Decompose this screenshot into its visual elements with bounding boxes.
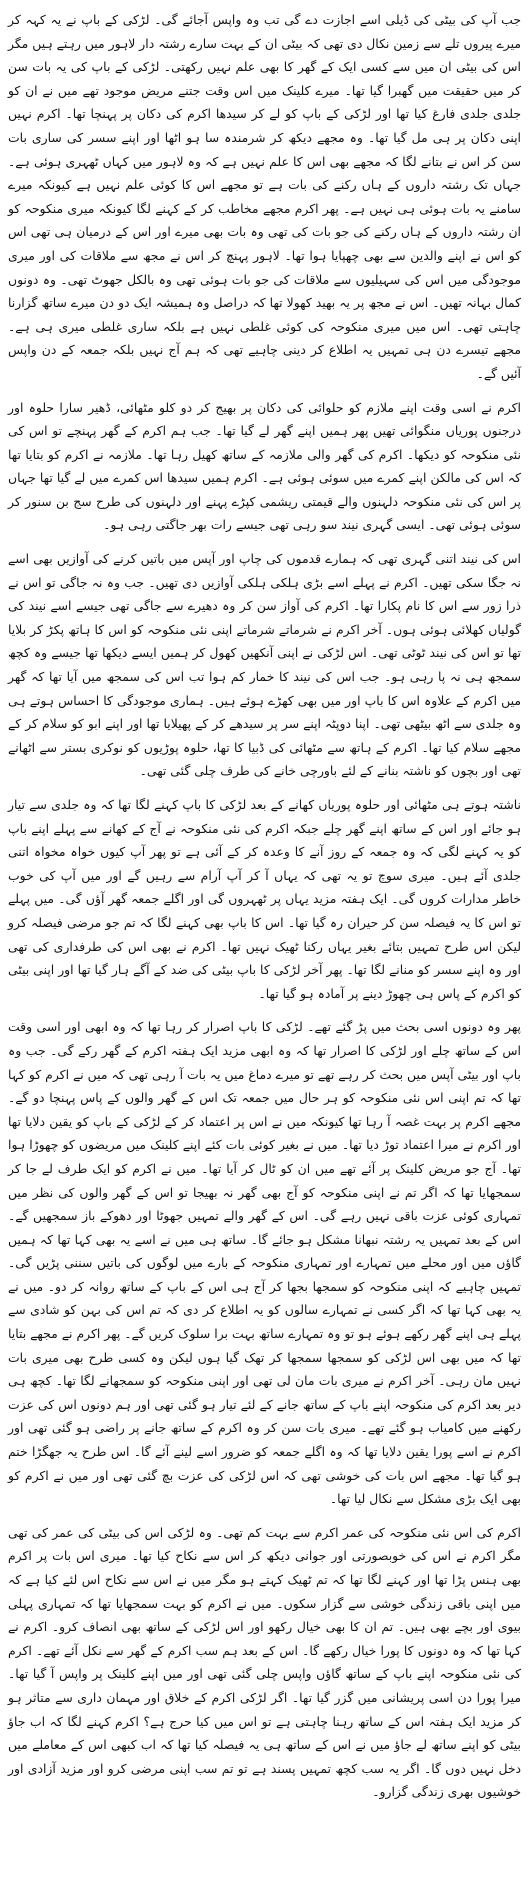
paragraph: اکرم نے اسی وقت اپنے ملازم کو حلوائی کی دکان پر بھیج کر دو کلو مٹھائی، ڈھیر سارا حلوہ اور درجنوں پوریاں منگوائی تھیں پھر ہمیں اپنے گھر لے گیا تھا۔ جب ہم اکرم کے گھر پہنچے تو اس کی نئی منکوحہ کو دیکھا۔ اکرم کی گھر والی ملازمہ کے ساتھ کھیل رہا تھا۔ ملازمہ نے اکرم کو بتایا تھا کہ اس کی مالکن اپنے کمرے میں سوئی ہوئی ہے۔ اکرم ہمیں سیدھا اس کمرے میں لے گیا تھا جہاں پر اس کی نئی منکوحہ دلہنوں والے قیمتی ریشمی کپڑے پہنے اور دلہنوں کی طرح سج بن سنور کر سوئی ہوئی تھی۔ ایسی گہری نیند سو رہی تھی جیسے رات بھر جاگتی رہی ہو۔	[8, 399, 521, 533]
paragraph: اکرم کی اس نئی منکوحہ کی عمر اکرم سے بہت کم تھی۔ وہ لڑکی اس کی بیٹی کی عمر کی تھی مگر اکرم نے اس کی خوبصورتی اور جوانی دیکھ کر اس سے نکاح کیا تھا۔ میری اس بات پر اکرم بھی ہنس پڑا تھا اور کہنے لگا تھا کہ تم ٹھیک کہتے ہو مگر میں نے اس سے نکاح اس لئے کیا ہے کہ میں اپنی باقی زندگی خوشی سے گزار سکوں۔ میں نے اکرم کو بہت سمجھایا تھا کہ تمہاری پہلی بیوی اور بچے بھی ہیں۔ تم ان کا بھی خیال رکھو اور اس لڑکی کے ساتھ بھی انصاف کرو۔ اکرم نے کہا تھا کہ وہ دونوں کا پورا خیال رکھے گا۔ اس کے بعد ہم سب اکرم کے گھر سے نکل آئے تھے۔ اکرم کی نئی منکوحہ اپنے باپ کے ساتھ گاؤں واپس چلی گئی تھی اور میں اپنے کلینک پر واپس آ گیا تھا۔ میرا پورا دن اسی پریشانی میں گزر گیا تھا۔ اگر لڑکی اکرم کے خلاق اور مہمان داری سے متاثر ہو کر مزید ایک ہفتہ اس کے ساتھ رہنا چاہتی ہے تو اس میں کیا حرج ہے؟ اکرم کہنے لگا کہ اب جاؤ بیٹی کو اپنے ساتھ لے جاؤ میں نے اس کے ساتھ ہی یہ فیصلہ کیا تھا کہ اب کبھی اس کے معاملے میں دخل نہیں دوں گا۔ اگر یہ سب کچھ تمہیں پسند ہے تو تم سب اپنی مرضی کرو اور مزید آزادی اور خوشیوں بھری زندگی گزارو۔	[8, 1524, 521, 1800]
paragraph: ناشتہ ہوتے ہی مٹھائی اور حلوہ پوریاں کھانے کے بعد لڑکی کا باپ کہنے لگا تھا کہ وہ جلدی سے تیار ہو جائے اور اس کے ساتھ اپنے گھر چلے جبکہ اکرم کی نئی منکوحہ نے آج کے کھانے سے پہلے اپنے باپ کو یہ کہنے لگی کہ وہ جمعہ کے روز آنے کا وعدہ کر کے آئی ہے تو پھر آپ کیوں خواہ مخواہ اتنی جلدی آئے ہیں۔ میری سوچ تو یہ تھی کہ یہاں آ کر آپ آرام سے رہیں گے اور میں آپ کی خوب خاطر مدارات کروں گی۔ ایک ہفتہ مزید یہاں پر ٹھہروں گی اور اگلے جمعہ گھر آؤں گی۔ میں پہلے تو اس کا یہ فیصلہ سن کر حیران رہ گیا تھا۔ اس کا باپ بھی کہنے لگا کہ تم جو مرضی فیصلہ کرو لیکن اس طرح تمہیں بتائے بغیر یہاں رکنا ٹھیک نہیں تھا۔ اکرم نے بھی اس کی طرفداری کی تھی اور وہ اپنے سسر کو منانے لگا تھا۔ پھر آخر لڑکی کا باپ بیٹی کی ضد کے آگے ہار گیا تھا اور اپنی بیٹی کو اکرم کے پاس ہی چھوڑ دینے پر آمادہ ہو گیا تھا۔	[8, 797, 521, 1001]
paragraph: جب آپ کی بیٹی کی ڈیلی اسے اجازت دے گی تب وہ واپس آجائے گی۔ لڑکی کے باپ نے یہ کہہ کر میرے پیروں تلے سے زمین نکال دی تھی کہ بیٹی ان کے بہت سارے رشتہ دار لاہور میں رہتے ہیں مگر اس کی بیٹی ان میں سے کسی ایک کے گھر کا بھی علم نہیں رکھتی۔ لڑکی کے باپ کی یہ بات سن کر میں حقیقت میں گھبرا گیا تھا۔ میرے کلینک میں اس وقت جتنے مریض موجود تھے میں نے ان کو جلدی جلدی فارغ کیا تھا اور لڑکی کے باپ کو لے کر سیدھا اکرم کی دکان پر پہنچا تھا۔ اکرم نہیں اپنی دکان پر ہی مل گیا تھا۔ وہ مجھے دیکھ کر شرمندہ سا ہو اٹھا اور اپنے سسر کی ساری بات سن کر اس نے بتانے لگا کہ مجھے بھی اس کا علم نہیں ہے کہ وہ لاہور میں کہاں ٹھہری ہوئی ہے۔ جہاں تک رشتہ داروں کے ہاں رکنے کی بات ہے تو مجھے اس کا کوئی علم نہیں ہے کیونکہ میرے سامنے یہ بات ہوئی ہی نہیں ہے۔ پھر اکرم مجھے مخاطب کر کے کہنے لگا کیونکہ میری منکوحہ کو ان رشتہ داروں کے ہاں رکنے کی جو بات کی تھی وہ بات بھی میرے اور اس کے درمیان ہی تھی اس کو اس نے اپنے والدین سے بھی چھپایا ہوا تھا۔ لاہور پہنچ کر اس نے مجھ سے ملاقات کی اور میری موجودگی میں اس کی سہیلیوں سے ملاقات کی جو بات ہوئی تھی وہ بالکل جھوٹ تھی۔ وہ دونوں کمال بہانہ تھیں۔ اس نے مجھ پر یہ بھید کھولا تھا کہ دراصل وہ ہمیشہ ایک دو دن میرے ساتھ گزارنا چاہتی تھی۔ اس میں میری منکوحہ کی کوئی غلطی نہیں ہے بلکہ ساری غلطی میری ہی ہے۔ مجھے تیسرے دن ہی تمہیں یہ اطلاع کر دینی چاہیے تھی کہ ہم آج نہیں بلکہ جمعہ کے دن واپس آئیں گے۔	[8, 12, 521, 381]
paragraph: پھر وہ دونوں اسی بحث میں پڑ گئے تھے۔ لڑکی کا باپ اصرار کر رہا تھا کہ وہ ابھی اور اسی وقت اس کے ساتھ چلے اور لڑکی کا اصرار تھا کہ وہ ابھی مزید ایک ہفتہ اکرم کے گھر رکے گی۔ جب وہ باپ اور بیٹی آپس میں بحث کر رہے تھے تو میرے دماغ میں یہ بات آ رہی تھی کہ میں نے اکرم کو کہا تھا کہ تم اپنی اس نئی منکوحہ کو ہر حال میں جمعہ تک اس کے گھر والوں کے پاس پہنچا دو گے۔ مجھے اکرم پر بہت غصہ آ رہا تھا کیونکہ میں نے اس پر اعتماد کر کے لڑکی کے باپ کو یقین دلایا تھا اور اکرم نے میرا اعتماد توڑ دیا تھا۔ میں نے بغیر کوئی بات کئے اپنے کلینک میں مریضوں کو چھوڑا ہوا تھا۔ آج جو مریض کلینک پر آئے تھے میں ان کو ٹال کر آیا تھا۔ میں نے اکرم کو ایک طرف لے جا کر سمجھایا تھا کہ اگر تم نے اپنی منکوحہ کو آج بھی گھر نہ بھیجا تو اس کے گھر والوں کی نظر میں تمہاری کوئی عزت باقی نہیں رہے گی۔ اس کے گھر والے تمہیں جھوٹا اور دھوکے باز سمجھیں گے۔ اس کے بعد تمہیں یہ رشتہ نبھانا مشکل ہو جائے گا۔ ساتھ ہی میں نے اسے یہ بھی کہا تھا کہ ہمیں گاؤں میں اور محلے میں تمہارے اور تمہاری منکوحہ کے بارے میں لوگوں کی باتیں سننی پڑیں گی۔ تمہیں چاہیے کہ اپنی منکوحہ کو سمجھا بجھا کر آج ہی اس کے باپ کے ساتھ روانہ کر دو۔ میں نے یہ بھی کہا تھا کہ اگر کسی نے تمہارے سالوں کو یہ اطلاع کر دی کہ تم اس کی بہن کو شادی سے پہلے ہی اپنے گھر رکھے ہوئے ہو تو وہ تمہارے ساتھ بہت برا سلوک کریں گے۔ پھر اکرم نے مجھے بتایا تھا کہ میں بھی اس لڑکی کو سمجھا سمجھا کر تھک گیا ہوں لیکن وہ کسی طرح بھی میری بات نہیں مان رہی۔ آخر اکرم نے میری بات مان لی تھی اور اپنی منکوحہ کو سمجھانے لگا تھا۔ کچھ ہی دیر بعد اکرم کی منکوحہ اپنے باپ کے ساتھ جانے کے لئے تیار ہو گئی تھی اور ہم دونوں اس کی عزت رکھنے میں کامیاب ہو گئے تھے۔ میری بات سن کر وہ اکرم کے ساتھ جانے پر راضی ہو گئی تھی اور اکرم نے اسے پورا یقین دلایا تھا کہ وہ اگلے جمعہ کو ضرور اسے لینے آئے گا۔ اس طرح یہ جھگڑا ختم ہو گیا تھا۔ مجھے اس بات کی خوشی تھی کہ اس لڑکی کی عزت بچ گئی تھی اور میں نے اکرم کو بھی ایک بڑی مشکل سے نکال لیا تھا۔	[8, 1019, 521, 1507]
paragraph: اس کی نیند اتنی گہری تھی کہ ہمارے قدموں کی چاپ اور آپس میں باتیں کرنے کی آوازیں بھی اسے نہ جگا سکی تھیں۔ اکرم نے پہلے اسے بڑی ہلکی ہلکی آوازیں دی تھیں۔ جب وہ نہ جاگی تو اس نے ذرا زور سے اس کا نام پکارا تھا۔ اکرم کی آواز سن کر وہ دھیرے سے جاگی تھی جیسے اسے نیند کی گولیاں کھلائی ہوئی ہوں۔ آخر اکرم نے شرماتے شرماتے اپنی نئی منکوحہ کو اس کا ہاتھ پکڑ کر بلایا تھا تو اس کی نیند ٹوٹی تھی۔ اس لڑکی نے اپنی آنکھیں کھول کر ہمیں ایسے دیکھا تھا جیسے وہ کچھ سمجھ ہی نہ پا رہی ہو۔ جب اس کی نیند کا خمار کم ہوا تب اس کی سمجھ میں آیا تھا کہ گھر میں اکرم کے علاوہ اس کا باپ اور میں بھی کھڑے ہوئے ہیں۔ ہماری موجودگی کا احساس ہوتے ہی وہ جلدی سے اٹھ بیٹھی تھی۔ اپنا دوپٹہ اپنے سر پر سیدھے کر کے پھیلایا تھا اور اپنے ابو کو سلام کر کے مجھے سلام کیا تھا۔ اکرم کے ہاتھ سے مٹھائی کی ڈبیا کا تھا، حلوہ پوڑیوں کو نوکری بستر سے اٹھانے تھی اور بچوں کو ناشتہ بنانے کے لئے باورچی خانے کی طرف چلی گئی تھی۔	[8, 551, 521, 779]
